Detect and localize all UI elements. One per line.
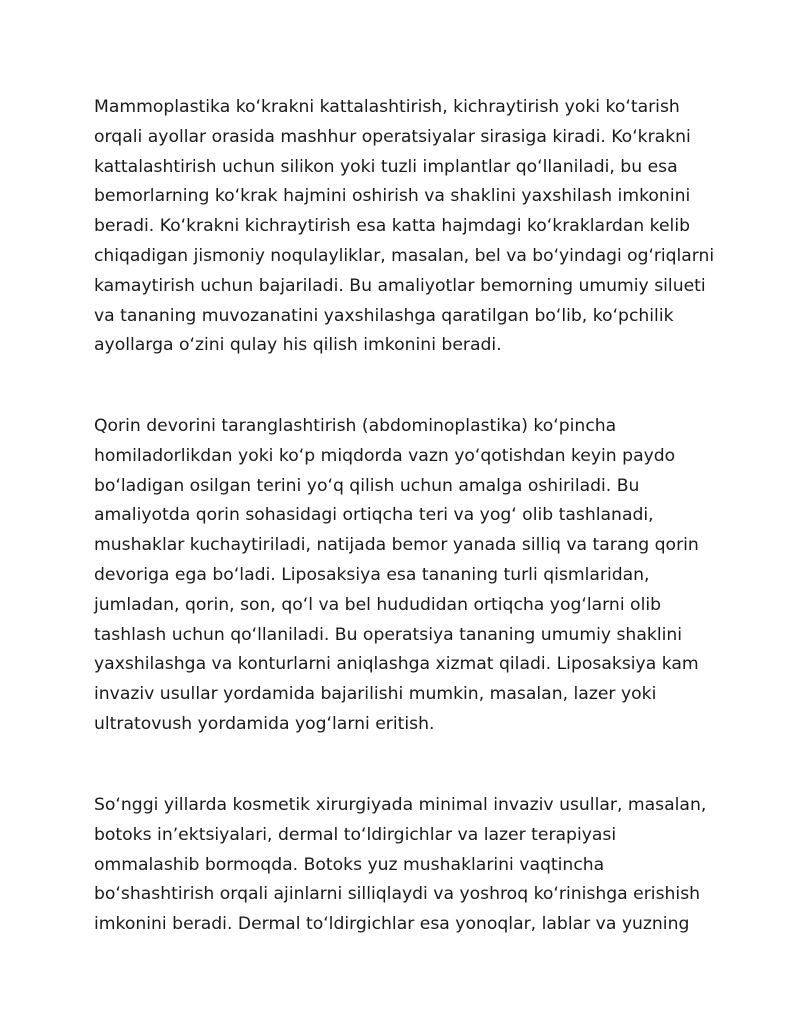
text-line: ultratovush yordamida yogʻlarni eritish. [94,713,435,734]
text-line: bemorlarning koʻkrak hajmini oshirish va shaklini yaxshilash imkonini [94,186,691,207]
text-line: Qorin devorini taranglashtirish (abdominoplastika) koʻpincha [94,416,617,436]
text-line: kamaytirish uchun bajariladi. Bu amaliyotlar bemorning umumiy silueti [94,275,706,296]
text-line: amaliyotda qorin sohasidagi ortiqcha teri va yogʻ olib tashlanadi, [94,505,654,526]
text-line: mushaklar kuchaytiriladi, natijada bemor yanada silliq va tarang qorin [94,535,699,556]
text-line: beradi. Koʻkrakni kichraytirish esa katta hajmdagi koʻkraklardan kelib [94,216,691,237]
paragraph-mammoplasty [94,93,714,361]
text-line: jumladan, qorin, son, qoʻl va bel hududidan ortiqcha yogʻlarni olib [94,594,662,615]
paragraph-minimally-invasive [94,791,714,940]
text-line: ommalashib bormoqda. Botoks yuz mushaklarini vaqtincha [94,854,605,875]
text-line: va tananing muvozanatini yaxshilashga qaratilgan boʻlib, koʻpchilik [94,305,674,326]
text-line: orqali ayollar orasida mashhur operatsiyalar sirasiga kiradi. Koʻkrakni [94,126,691,147]
text-line: imkonini beradi. Dermal toʻldirgichlar esa yonoqlar, lablar va yuzning [94,914,690,935]
text-line: boʻshashtirish orqali ajinlarni silliqlaydi va yoshroq koʻrinishga erishish [94,884,701,905]
text-line: tashlash uchun qoʻllaniladi. Bu operatsiya tananing umumiy shaklini [94,624,683,645]
text-line: invaziv usullar yordamida bajarilishi mumkin, masalan, lazer yoki [94,684,657,705]
text-line: botoks inʼektsiyalari, dermal toʻldirgichlar va lazer terapiyasi [94,824,617,845]
paragraph-abdominoplasty [94,412,714,740]
text-line: devoriga ega boʻladi. Liposaksiya esa tananing turli qismlaridan, [94,564,650,585]
text-line: boʻladigan osilgan terini yoʻq qilish uchun amalga oshiriladi. Bu [94,475,640,496]
text-line: kattalashtirish uchun silikon yoki tuzli implantlar qoʻllaniladi, bu esa [94,156,678,177]
text-line: homiladorlikdan yoki koʻp miqdorda vazn yoʻqotishdan keyin paydo [94,445,676,466]
text-line: yaxshilashga va konturlarni aniqlashga xizmat qiladi. Liposaksiya kam [94,654,699,675]
text-line: ayollarga oʻzini qulay his qilish imkonini beradi. [94,335,502,356]
text-line: Soʻnggi yillarda kosmetik xirurgiyada minimal invaziv usullar, masalan, [94,795,707,815]
text-line: Mammoplastika koʻkrakni kattalashtirish, kichraytirish yoki koʻtarish [94,97,680,117]
text-line: chiqadigan jismoniy noqulayliklar, masalan, bel va boʻyindagi ogʻriqlarni [94,245,715,266]
